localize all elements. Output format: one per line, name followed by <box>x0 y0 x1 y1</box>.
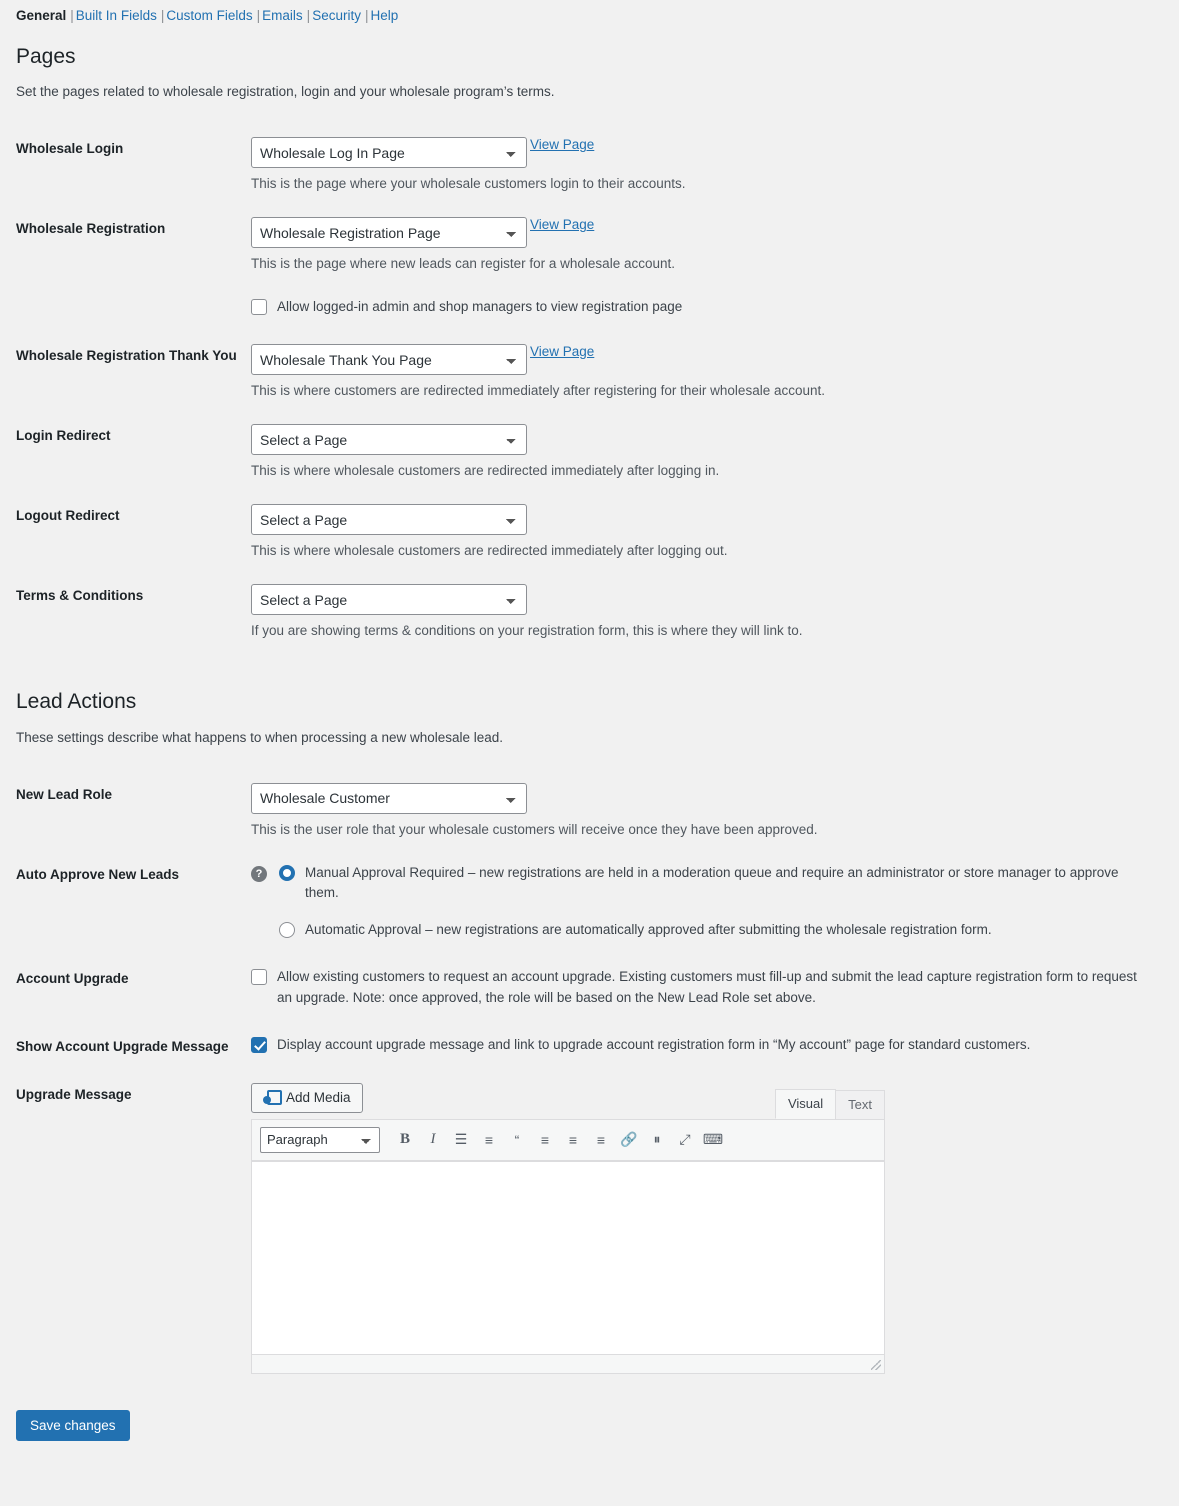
save-changes-button[interactable]: Save changes <box>16 1410 130 1441</box>
insert-link-icon[interactable]: 🔗 <box>620 1131 638 1148</box>
label-logout-redirect: Logout Redirect <box>16 508 120 524</box>
paragraph-format-select[interactable] <box>260 1127 380 1153</box>
label-account-upgrade: Account Upgrade <box>16 971 129 987</box>
editor-top-row <box>251 1083 885 1119</box>
align-right-button[interactable]: ≡ <box>596 1131 606 1148</box>
subnav-item-emails[interactable]: Emails <box>262 8 303 23</box>
allow-admin-view-registration-checkbox[interactable] <box>251 299 267 315</box>
add-media-label: Add Media <box>286 1090 351 1106</box>
thank-you-page-select[interactable] <box>251 344 527 375</box>
row-wholesale-login <box>16 125 1163 205</box>
settings-page <box>0 43 1179 1481</box>
label-show-upgrade-message: Show Account Upgrade Message <box>16 1039 229 1055</box>
editor-shell <box>251 1119 885 1374</box>
subnav-item-built-in-fields[interactable]: Built In Fields <box>75 8 157 23</box>
desc-wholesale-registration: This is the page where new leads can register for a wholesale account. <box>251 256 675 272</box>
subnav-separator: | <box>70 8 74 23</box>
subnav-item-general[interactable]: General <box>16 8 67 23</box>
desc-new-lead-role: This is the user role that your wholesale customers will receive once they have been approved. <box>251 821 818 837</box>
align-center-button[interactable]: ≡ <box>568 1131 578 1148</box>
view-page-link-wholesale-registration[interactable]: View Page <box>530 217 595 233</box>
editor-status-bar <box>252 1354 884 1373</box>
login-redirect-page-select[interactable] <box>251 424 527 455</box>
view-page-link-thank-you[interactable]: View Page <box>530 344 595 360</box>
row-new-lead-role <box>16 771 1163 851</box>
logout-redirect-page-select[interactable] <box>251 504 527 535</box>
show-upgrade-message-checkbox[interactable] <box>251 1037 267 1053</box>
editor-mode-tabs <box>776 1089 885 1119</box>
numbered-list-button[interactable]: ≡ <box>484 1131 494 1148</box>
wholesale-registration-page-select[interactable] <box>251 217 527 248</box>
label-upgrade-message: Upgrade Message <box>16 1086 132 1102</box>
subnav-separator: | <box>160 8 165 23</box>
desc-terms-conditions: If you are showing terms & conditions on your registration form, this is where they will link to. <box>251 623 803 639</box>
add-media-button[interactable] <box>251 1083 363 1113</box>
settings-subnav <box>0 0 1179 29</box>
resize-handle[interactable] <box>871 1360 881 1370</box>
desc-thank-you: This is where customers are redirected immediately after registering for their wholesale account. <box>251 383 825 399</box>
lead-actions-description: These settings describe what happens to when processing a new wholesale lead. <box>16 729 504 745</box>
subnav-separator: | <box>364 8 369 23</box>
row-login-redirect <box>16 412 1163 492</box>
toolbar-toggle-button[interactable]: ⌨ <box>702 1131 724 1148</box>
tab-visual[interactable]: Visual <box>775 1089 836 1119</box>
desc-logout-redirect: This is where wholesale customers are redirected immediately after logging out. <box>251 543 728 559</box>
label-wholesale-login: Wholesale Login <box>16 141 124 157</box>
upgrade-message-textarea[interactable] <box>252 1161 884 1354</box>
subnav-item-security[interactable]: Security <box>312 8 361 23</box>
automatic-approval-label: Automatic Approval – new registrations are automatically approved after submitting the wholesale registration form. <box>305 922 992 938</box>
wholesale-login-page-select[interactable] <box>251 137 527 168</box>
label-thank-you: Wholesale Registration Thank You <box>16 348 237 364</box>
pages-form-table <box>16 125 1163 652</box>
fullscreen-button[interactable]: ⤢ <box>679 1131 691 1148</box>
manual-approval-radio[interactable] <box>279 865 295 881</box>
row-logout-redirect <box>16 492 1163 572</box>
tab-text[interactable]: Text <box>835 1090 885 1119</box>
row-thank-you <box>16 332 1163 412</box>
new-lead-role-select[interactable] <box>251 783 527 814</box>
bold-button[interactable]: B <box>399 1131 410 1148</box>
row-wholesale-registration <box>16 205 1163 332</box>
show-upgrade-message-option[interactable] <box>251 1035 1153 1056</box>
allow-admin-view-registration-label: Allow logged-in admin and shop managers to view registration page <box>277 299 683 315</box>
upgrade-message-editor <box>251 1083 885 1374</box>
manual-approval-label: Manual Approval Required – new registrations are held in a moderation queue and require an administrator or store manager to approve them. <box>305 864 1119 901</box>
account-upgrade-option[interactable] <box>251 967 1153 1009</box>
label-login-redirect: Login Redirect <box>16 428 111 444</box>
pages-section-description: Set the pages related to wholesale registration, login and your wholesale program’s terms. <box>16 84 555 100</box>
subnav-separator: | <box>256 8 261 23</box>
bulleted-list-button[interactable]: ☰ <box>454 1131 468 1148</box>
label-new-lead-role: New Lead Role <box>16 786 113 802</box>
lead-actions-form-table <box>16 771 1163 1388</box>
view-page-link-wholesale-login[interactable]: View Page <box>530 137 595 153</box>
terms-conditions-page-select[interactable] <box>251 584 527 615</box>
subnav-item-help[interactable]: Help <box>370 8 399 23</box>
desc-login-redirect: This is where wholesale customers are redirected immediately after logging in. <box>251 463 720 479</box>
subnav-separator: | <box>306 8 311 23</box>
automatic-approval-radio[interactable] <box>279 922 295 938</box>
italic-button[interactable]: I <box>430 1131 436 1148</box>
label-terms-conditions: Terms & Conditions <box>16 588 144 604</box>
subnav-item-custom-fields[interactable]: Custom Fields <box>166 8 253 23</box>
editor-toolbar <box>252 1120 884 1161</box>
manual-approval-option[interactable] <box>279 863 1153 905</box>
row-auto-approve <box>16 851 1163 956</box>
lead-actions-title: Lead Actions <box>16 690 137 714</box>
account-upgrade-checkbox[interactable] <box>251 969 267 985</box>
automatic-approval-option[interactable] <box>279 920 1153 941</box>
row-account-upgrade <box>16 955 1163 1023</box>
show-upgrade-message-label: Display account upgrade message and link to upgrade account registration form in “My account” page for standard customers. <box>277 1037 1031 1053</box>
pages-section-title: Pages <box>16 45 76 68</box>
media-icon <box>263 1090 279 1105</box>
row-show-upgrade-message <box>16 1023 1163 1071</box>
label-auto-approve: Auto Approve New Leads <box>16 866 180 882</box>
desc-wholesale-login: This is the page where your wholesale customers login to their accounts. <box>251 176 686 192</box>
blockquote-button[interactable]: “ <box>514 1131 520 1148</box>
row-terms-conditions <box>16 572 1163 652</box>
help-icon[interactable]: ? <box>251 866 267 882</box>
allow-admin-view-registration-row[interactable] <box>251 297 1153 318</box>
align-left-button[interactable]: ≡ <box>540 1131 550 1148</box>
read-more-button[interactable]: ⏸ <box>653 1131 661 1148</box>
account-upgrade-label: Allow existing customers to request an account upgrade. Existing customers must fill-up and submit the lead capture registration form to request an upgrade. Note: once approved, the role will be based on the New Lead Role set above. <box>277 969 1137 1006</box>
row-upgrade-message <box>16 1071 1163 1388</box>
label-wholesale-registration: Wholesale Registration <box>16 221 166 237</box>
